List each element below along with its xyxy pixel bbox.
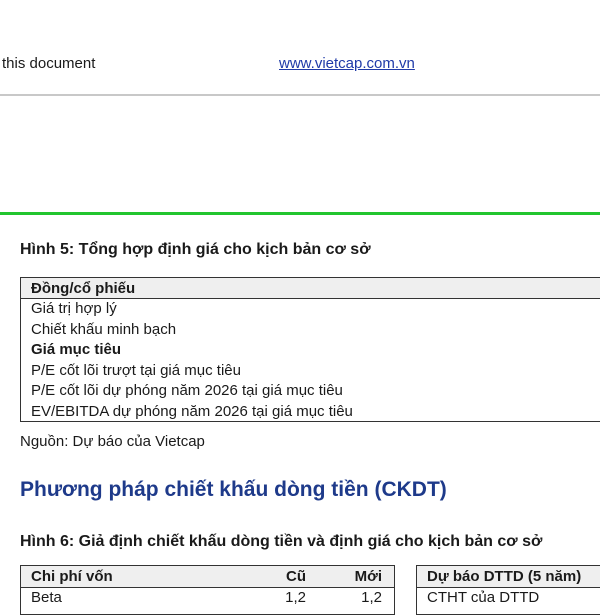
table-row: CTHT của DTTD [427,589,540,606]
column-header: Mới [354,568,382,585]
table-header [21,566,394,588]
table-cell: Beta [31,589,62,606]
table-row [21,588,394,608]
website-link[interactable]: www.vietcap.com.vn [279,55,415,72]
column-header: Chi phí vốn [31,568,113,585]
table-header: Dự báo DTTD (5 năm) [417,566,600,588]
figure6-title: Hình 6: Giả định chiết khấu dòng tiền và định giá cho kịch bản cơ sở [20,533,543,550]
table-row: EV/EBITDA dự phóng năm 2026 tại giá mục tiêu [31,402,353,420]
table-row: Giá trị hợp lý [31,300,117,317]
table-row: Giá mục tiêu [31,341,122,358]
table-header: Đồng/cổ phiếu [21,278,600,299]
header-divider [0,94,600,96]
source-note: Nguồn: Dự báo của Vietcap [20,433,205,450]
header-left-text: this document [2,55,96,72]
table-cell: 1,2 [285,589,306,606]
section-heading: Phương pháp chiết khấu dòng tiền (CKDT) [20,478,447,501]
section-divider-green [0,212,600,215]
fcf-forecast-table [416,565,600,615]
table-row: Chiết khấu minh bạch [31,320,177,338]
table-row: P/E cốt lõi dự phóng năm 2026 tại giá mục tiêu [31,382,343,399]
table-cell: 1,2 [361,589,382,606]
valuation-summary-table [20,277,600,422]
figure5-title: Hình 5: Tổng hợp định giá cho kịch bản cơ sở [20,241,371,258]
table-row: P/E cốt lõi trượt tại giá mục tiêu [31,361,241,379]
cost-of-capital-table [20,565,395,615]
column-header: Cũ [286,568,306,585]
